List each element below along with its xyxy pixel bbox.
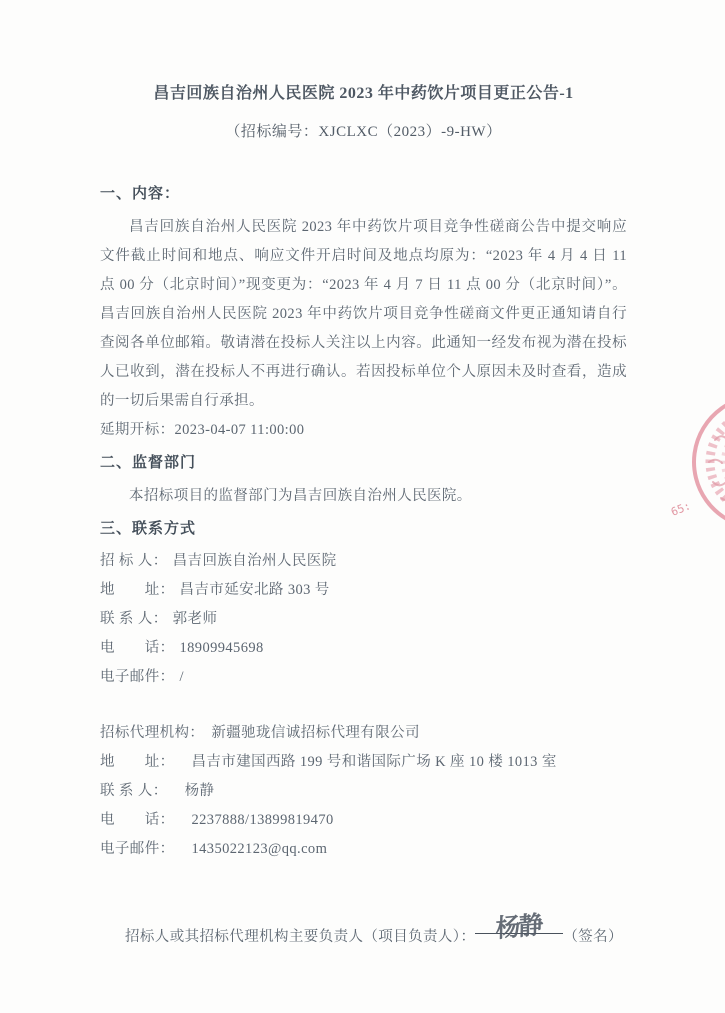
agency-contact-person-row — [100, 779, 627, 808]
bidder-address-value: 昌吉市延安北路 303 号 — [179, 582, 330, 598]
agency-contact-block — [100, 721, 627, 866]
agency-name-row — [100, 721, 627, 750]
section-content-heading: 一、内容： — [100, 186, 181, 202]
bidder-name-label: 招 标 人： — [100, 553, 168, 569]
agency-phone-label: 电 话： — [100, 812, 175, 828]
document-content — [100, 0, 627, 946]
agency-address-label: 地 址： — [100, 754, 175, 770]
doc-title: 昌吉回族自治州人民医院 2023 年中药饮片项目更正公告-1 — [153, 85, 574, 102]
signature-row — [100, 913, 627, 946]
agency-contact-person-value: 杨静 — [184, 783, 215, 799]
bidder-address-row — [100, 578, 627, 607]
agency-contact-person-label: 联 系 人： — [100, 783, 168, 799]
bidder-phone-label: 电 话： — [100, 640, 175, 656]
bidder-contact-person-label: 联 系 人： — [100, 611, 168, 627]
bidder-email-label: 电子邮件： — [100, 669, 175, 685]
bidder-phone-row — [100, 636, 627, 665]
red-official-seal-stamp — [657, 378, 725, 548]
supervision-body: 本招标项目的监督部门为昌吉回族自治州人民医院。 — [129, 488, 472, 504]
agency-email-row — [100, 837, 627, 866]
agency-email-value: 1435022123@qq.com — [191, 841, 328, 857]
doc-tender-number: （招标编号：XJCLXC（2023）-9-HW） — [225, 124, 502, 140]
section-contact-heading: 三、联系方式 — [100, 521, 197, 537]
bidder-address-label: 地 址： — [100, 582, 175, 598]
content-paragraph: 昌吉回族自治州人民医院 2023 年中药饮片项目竞争性磋商公告中提交响应文件截止时间和地点、响应文件开启时间及地点均原为：“2023 年 4 月 4 日 11 点 00 分（北京时间）”现变更为：“2023 年 4 月 7 日 11 点 00 分（北京时间）”。昌吉回族自治州人民医院 2023 年中药饮片项目竞争性磋商文件更正通知请自行查阅各单位邮箱。敬请潜在投标人关注以上内容。此通知一经发布视为潜在投标人已收到，潜在投标人不再进行确认。若因投标单位个人原因未及时查看，造成的一切后果需自行承担。 — [100, 219, 627, 409]
agency-name-value: 新疆驰珑信诚招标代理有限公司 — [211, 725, 420, 741]
bidder-email-row — [100, 665, 627, 694]
bidder-contact-person-row — [100, 607, 627, 636]
agency-email-label: 电子邮件： — [100, 841, 175, 857]
seal-digits: 65: — [669, 499, 693, 519]
bidder-contact-person-value: 郭老师 — [172, 611, 218, 627]
signature-underline — [475, 911, 563, 944]
handwritten-signature: 杨静 — [495, 911, 542, 944]
bidder-contact-block — [100, 549, 627, 694]
bidder-name-row — [100, 549, 627, 578]
bidder-phone-value: 18909945698 — [179, 640, 264, 656]
section-supervision-heading: 二、监督部门 — [100, 455, 197, 471]
agency-phone-row — [100, 808, 627, 837]
agency-address-row — [100, 750, 627, 779]
signature-label: 招标人或其招标代理机构主要负责人（项目负责人）： — [125, 929, 476, 945]
agency-name-label: 招标代理机构： — [100, 725, 205, 741]
signature-suffix: （签名） — [563, 929, 623, 945]
agency-address-value: 昌吉市建国西路 199 号和谐国际广场 K 座 10 楼 1013 室 — [191, 754, 557, 770]
bidder-email-value: / — [179, 669, 184, 685]
agency-phone-value: 2237888/13899819470 — [191, 812, 334, 828]
bidder-name-value: 昌吉回族自治州人民医院 — [172, 553, 337, 569]
postponed-opening-line: 延期开标：2023-04-07 11:00:00 — [100, 422, 305, 438]
